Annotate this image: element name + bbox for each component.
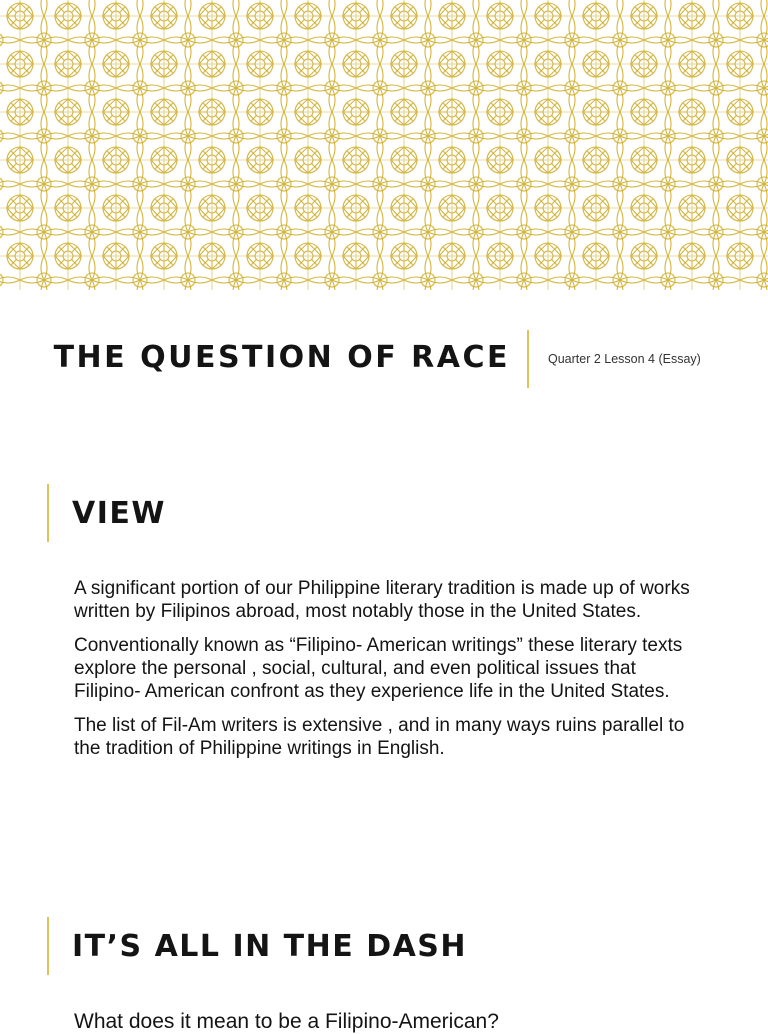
dash-slide-heading: [0, 917, 768, 977]
dash-heading-text: IT’S ALL IN THE DASH: [72, 929, 468, 964]
body-paragraph: The list of Fil-Am writers is extensive , and in many ways ruins parallel to the tradition of Philippine writings in English.: [74, 715, 685, 759]
title-divider: [527, 330, 529, 388]
presentation-title: THE QUESTION OF RACE: [53, 340, 510, 375]
heading-accent-bar: [47, 484, 49, 542]
title-slide: [0, 290, 768, 410]
body-paragraph: A significant portion of our Philippine literary tradition is made up of works written by Filipinos abroad, most notably those in the United States.: [74, 578, 690, 622]
view-slide-body: [74, 577, 694, 771]
view-slide-heading: [0, 484, 768, 544]
heading-accent-bar: [47, 917, 49, 975]
decorative-pattern-band: [0, 0, 768, 290]
view-heading-text: VIEW: [72, 496, 166, 531]
body-paragraph: Conventionally known as “Filipino- American writings” these literary texts explore the personal , social, cultural, and even political issues that Filipino- American confront as they experience life in the United States.: [74, 635, 683, 702]
dash-slide-question: What does it mean to be a Filipino-American?: [74, 1010, 499, 1033]
lesson-subtitle: Quarter 2 Lesson 4 (Essay): [548, 352, 701, 366]
